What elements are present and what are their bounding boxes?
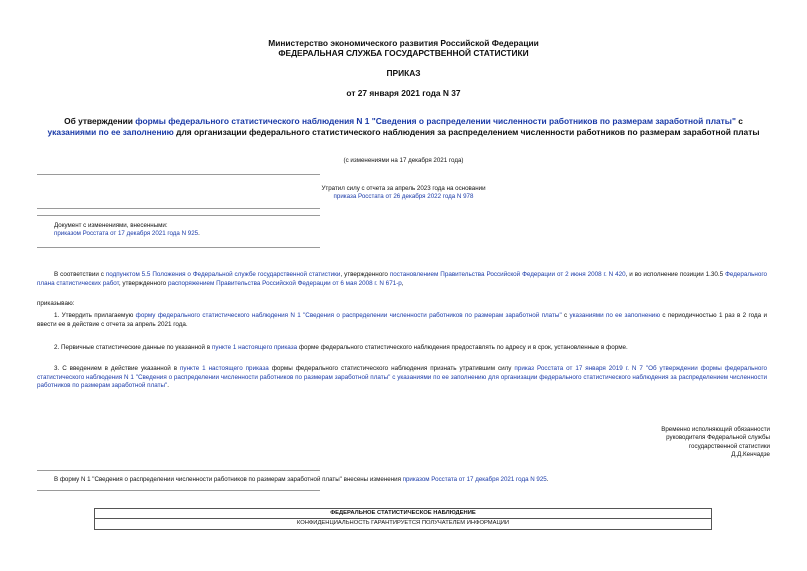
government-decree-link[interactable]: постановлением Правительства Российской Федерации от 2 июня 2008 г. N 420 <box>389 271 626 278</box>
signature-block <box>661 426 770 460</box>
lost-force-text: Утратил силу с отчета за апрель 2023 года на основании <box>321 185 486 192</box>
order-item-1 <box>37 312 767 329</box>
doc-type: ПРИКАЗ <box>386 68 421 78</box>
confidential-text: КОНФИДЕНЦИАЛЬНОСТЬ ГАРАНТИРУЕТСЯ ПОЛУЧАТЕЛЕМ ИНФОРМАЦИИ <box>296 520 510 526</box>
form-heading-box <box>94 508 712 519</box>
signature-line: Временно исполняющий обязанности <box>661 426 770 433</box>
form-heading: ФЕДЕРАЛЬНОЕ СТАТИСТИЧЕСКОЕ НАБЛЮДЕНИЕ <box>330 510 476 516</box>
title-instructions-link[interactable]: указаниями по ее заполнению <box>47 126 174 137</box>
para-text: , и во исполнение позиции 1.30.5 <box>625 271 726 278</box>
confidential-box <box>94 519 712 530</box>
doc-changes-link[interactable]: приказом Росстата от 17 декабря 2021 года N 925 <box>54 230 199 238</box>
title-text: Об утверждении <box>64 116 136 126</box>
order-item-2 <box>37 344 767 353</box>
document-title <box>40 116 767 137</box>
statistical-plan-link[interactable]: Федерального плана статистических работ <box>37 271 768 287</box>
para-text: В соответствии с <box>54 271 106 278</box>
item-text: 3. С введением в действие указанной в <box>54 365 181 372</box>
item-text: с <box>561 312 570 319</box>
para-text: , утвержденного <box>118 279 168 287</box>
service-name: ФЕДЕРАЛЬНАЯ СЛУЖБА ГОСУДАРСТВЕННОЙ СТАТИСТИКИ <box>278 48 529 58</box>
divider <box>37 470 320 471</box>
divider <box>37 174 320 175</box>
para-text: , <box>401 279 404 287</box>
item-text: с периодичностью 1 раз в 2 года и ввести ее в действие с отчета за апрель 2021 года. <box>37 312 768 328</box>
divider <box>37 490 320 491</box>
amendments-note: (с изменениями на 17 декабря 2021 года) <box>343 157 464 164</box>
form-note-link[interactable]: приказом Росстата от 17 декабря 2021 года N 925 <box>402 476 547 483</box>
divider <box>37 247 320 248</box>
orders-word: приказываю: <box>37 300 75 307</box>
item1-reference-link[interactable]: пункте 1 настоящего приказа <box>180 365 269 372</box>
item-text: 1. Утвердить прилагаемую <box>54 312 136 319</box>
intro-paragraph <box>37 271 767 288</box>
order-item-3 <box>37 365 767 391</box>
doc-date-number: от 27 января 2021 года N 37 <box>346 88 461 98</box>
form-link[interactable]: форму федерального статистического наблюдения N 1 "Сведения о распределении численности работников по размерам заработной платы" <box>135 312 562 319</box>
divider <box>37 215 320 216</box>
form-note <box>54 476 774 484</box>
item-text: . <box>167 382 170 390</box>
government-order-link[interactable]: распоряжением Правительства Российской Федерации от 6 мая 2008 г. N 671-р <box>167 279 402 287</box>
doc-changes-end: . <box>198 230 200 238</box>
signature-line: государственной статистики <box>688 442 770 450</box>
repealed-order-link[interactable]: приказ Росстата от 17 января 2019 г. N 7 "Об утверждении формы федерального статистического наблюдения N 1 "Сведения о распределении численности работников по размерам заработной платы" с указаниями по ее заполнению для организации федерального статистического наблюдения за распределением численности работников по размерам заработной платы" <box>37 365 767 390</box>
ministry-name: Министерство экономического развития Российской Федерации <box>268 38 539 48</box>
signer-name: Д.Д.Кенчадзе <box>731 451 770 459</box>
doc-changes-block <box>54 222 324 239</box>
form-note-text: В форму N 1 "Сведения о распределении численности работников по размерам заработной платы" внесены изменения <box>54 476 403 483</box>
title-form-link[interactable]: формы федерального статистического наблюдения N 1 "Сведения о распределении численности работников по размерам заработной платы" <box>135 116 736 126</box>
doc-changes-label: Документ с изменениями, внесенными: <box>54 222 168 229</box>
signature-line: руководителя Федеральной службы <box>666 434 770 442</box>
item-text: форме федерального статистического наблюдения предоставлять по адресу и в срок, установленные в форме. <box>297 344 628 351</box>
title-text: с <box>735 116 743 126</box>
divider <box>37 208 320 209</box>
title-text: для организации федерального статистического наблюдения за распределением численности работников по размерам заработной платы <box>173 126 760 137</box>
instructions-link[interactable]: указаниями по ее заполнению <box>569 312 661 319</box>
item-text: 2. Первичные статистические данные по указанной в <box>54 344 212 351</box>
regulation-link[interactable]: подпунктом 5.5 Положения о Федеральной службе государственной статистики <box>105 271 341 278</box>
form-note-text: . <box>546 476 549 483</box>
lost-force-link[interactable]: приказа Росстата от 26 декабря 2022 года N 978 <box>333 193 474 201</box>
item-text: формы федерального статистического наблюдения признать утратившим силу <box>268 365 515 372</box>
lost-force-block <box>240 185 567 202</box>
item1-reference-link[interactable]: пункте 1 настоящего приказа <box>211 344 298 351</box>
para-text: , утвержденного <box>340 271 390 278</box>
